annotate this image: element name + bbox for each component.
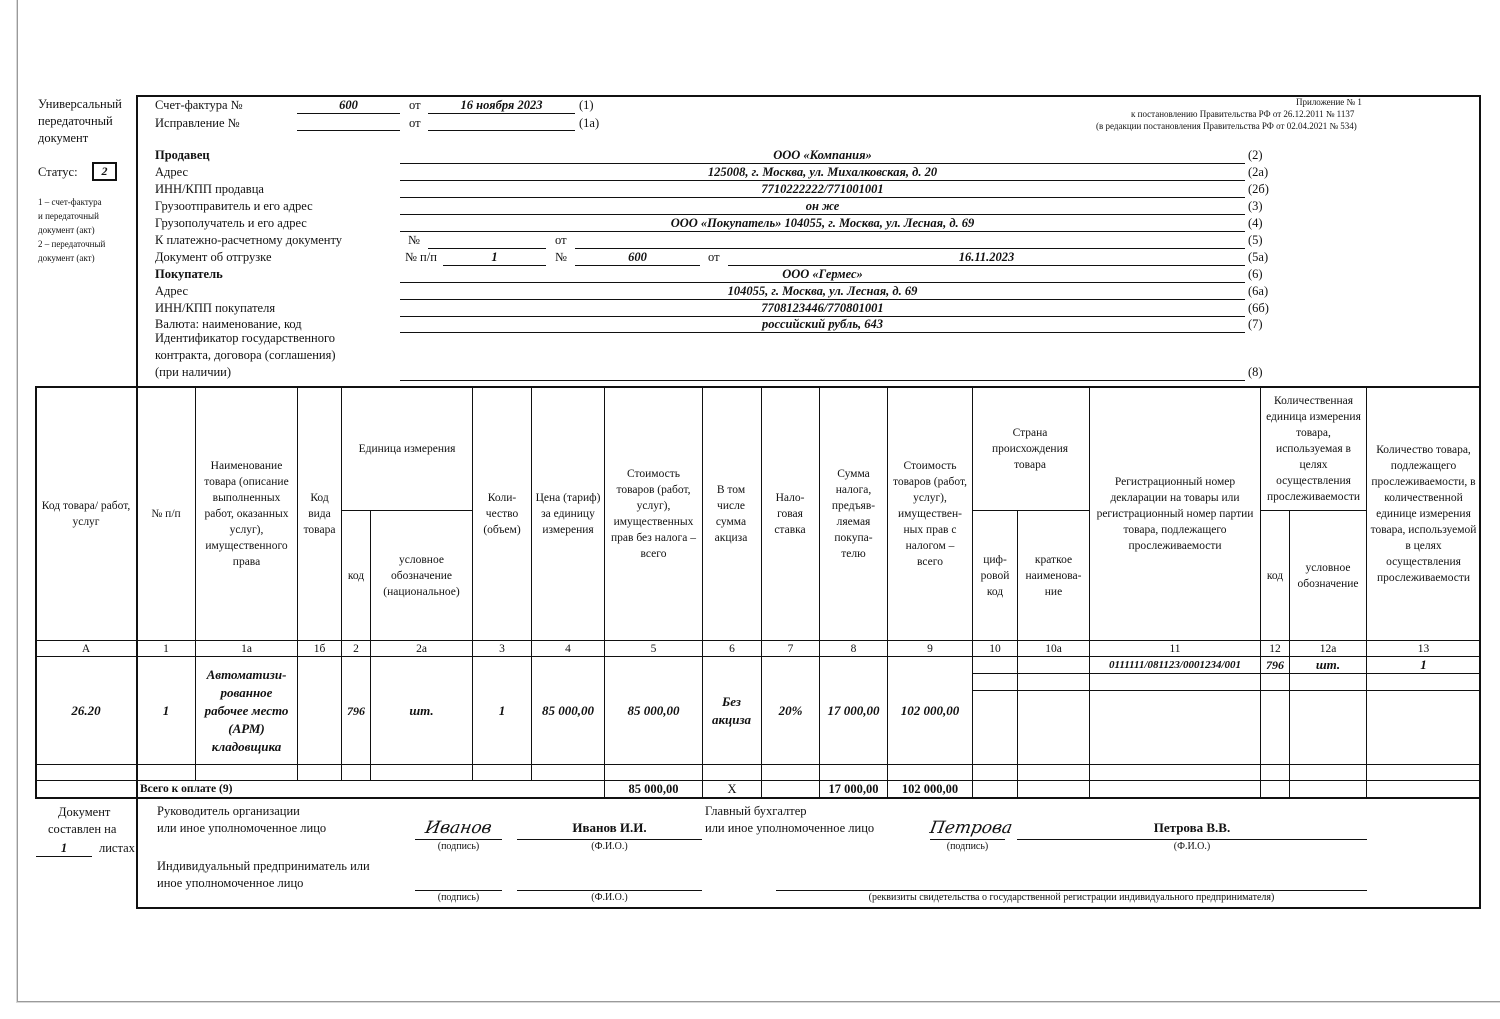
shipment-date-value: 16.11.2023	[958, 250, 1015, 264]
col-header-trace-qty: Количество товара, подлежащего прослеживаемости, в количественной единице измерения товара, используемой в целях осуществления прослеживаемости	[1370, 443, 1477, 584]
col-header-tax: Сумма налога, предъяв-ляемая покупа-телю	[831, 467, 876, 560]
totals-cost: 85 000,00	[628, 782, 679, 796]
col-header-trace-code: код	[1266, 569, 1284, 582]
correction-label: Исправление №	[155, 116, 240, 130]
col-header-unit-code: код	[347, 569, 365, 582]
doc-type-title-line1: Универсальный	[38, 97, 122, 111]
consignee-value: ООО «Покупатель» 104055, г. Москва, ул. Лесная, д. 69	[670, 216, 975, 230]
col-header-qty: Коли-чество (объем)	[483, 491, 521, 536]
cell-reg: 0111111/081123/0001234/001	[1108, 659, 1242, 671]
head-signature: Иванов	[423, 818, 494, 838]
cell-pp: 1	[162, 702, 170, 718]
shipment-no-value: 600	[628, 250, 647, 264]
buyer-inn: 7708123446/770801001	[761, 301, 884, 315]
col-header-reg: Регистрационный номер декларации на товары или регистрационный номер партии товара, подлежащего прослеживаемости	[1096, 475, 1254, 552]
invoice-ref: (1)	[579, 98, 594, 112]
status-note: и передаточный	[38, 211, 99, 221]
status-note: 2 – передаточный	[38, 239, 106, 249]
seller-address: 125008, г. Москва, ул. Михалковская, д. 20	[707, 165, 938, 179]
cell-rate: 20%	[778, 702, 803, 718]
accountant-name: Петрова В.В.	[1153, 820, 1231, 835]
cell-tax: 17 000,00	[827, 702, 880, 718]
cell-unit-code: 796	[347, 703, 365, 718]
totals-tax: 17 000,00	[828, 782, 879, 796]
appendix-line3: (в редакции постановления Правительства РФ от 02.04.2021 № 534)	[1096, 121, 1357, 131]
cell-cost: 85 000,00	[627, 702, 680, 718]
col-header-trace-unit: Количественная единица измерения товара, используемая в целях осуществления прослеживаемости	[1266, 394, 1361, 503]
cell-total: 102 000,00	[900, 702, 960, 718]
col-header-total: Стоимость товаров (работ, услуг), имуществен-ных прав с налогом – всего	[893, 459, 967, 568]
col-header-name: Наименование товара (описание выполненных работ, оказанных услуг), имущественного права	[204, 459, 289, 568]
appendix-line1: Приложение № 1	[1296, 97, 1362, 107]
totals-label: Всего к оплате (9)	[140, 783, 233, 795]
col-header-rate: Нало-говая ставка	[774, 491, 806, 536]
col-header-country-name: краткое наименова-ние	[1025, 553, 1082, 598]
appendix-line2: к постановлению Правительства РФ от 26.12.2011 № 1137	[1131, 109, 1355, 119]
buyer-address: 104055, г. Москва, ул. Лесная, д. 69	[727, 284, 918, 298]
seller-name: ООО «Компания»	[773, 148, 872, 162]
col-header-country: Страна происхождения товара	[991, 426, 1069, 471]
cell-kind	[298, 657, 341, 764]
cell-name: Автоматизи-рованное рабочее место (АРМ) кладовщика	[204, 666, 289, 754]
sheets-value: 1	[60, 841, 68, 855]
correction-ref: (1а)	[579, 116, 600, 130]
cell-trace-code: 796	[1266, 658, 1284, 672]
col-header-trace-symbol: условное обозначение	[1297, 561, 1359, 590]
seller-inn: 7710222222/771001001	[761, 182, 884, 196]
col-header-country-code: циф-ровой код	[980, 553, 1010, 598]
status-note: документ (акт)	[38, 253, 95, 263]
col-header-excise: В том числе сумма акциза	[714, 483, 748, 544]
cell-qty: 1	[498, 702, 506, 718]
buyer-name: ООО «Гермес»	[782, 267, 863, 281]
col-header-kind: Код вида товара	[303, 491, 336, 536]
invoice-date-value: 16 ноября 2023	[460, 98, 543, 112]
cell-excise: Без акциза	[711, 693, 752, 727]
cell-code: 26.20	[71, 702, 101, 718]
col-header-pp: № п/п	[151, 507, 181, 520]
head-name: Иванов И.И.	[572, 820, 647, 835]
cell-price: 85 000,00	[542, 702, 594, 718]
cell-unit-symbol: шт.	[409, 702, 434, 718]
col-header-unit: Единица измерения	[358, 442, 456, 455]
doc-type-title-line3: документ	[38, 131, 89, 145]
shipper-value: он же	[805, 199, 840, 213]
col-header-unit-symbol: условное обозначение (национальное)	[383, 553, 460, 598]
totals-excise: Х	[727, 782, 737, 796]
col-header-price: Цена (тариф) за единицу измерения	[535, 491, 601, 536]
correction-number-line	[297, 130, 400, 131]
invoice-number-value: 600	[339, 98, 358, 112]
col-header-code: Код товара/ работ, услуг	[41, 499, 131, 528]
shipment-pp-value: 1	[491, 250, 498, 264]
status-note: 1 – счет-фактура	[38, 197, 102, 207]
cell-trace-symbol: шт.	[1315, 657, 1341, 672]
status-note: документ (акт)	[38, 225, 95, 235]
accountant-signature: Петрова	[928, 818, 1014, 838]
totals-total: 102 000,00	[901, 782, 959, 796]
col-header-cost: Стоимость товаров (работ, услуг), имущественных прав без налога – всего	[611, 467, 696, 560]
sheets-label: листах	[99, 841, 135, 855]
correction-from-label: от	[409, 116, 421, 130]
status-label: Статус:	[38, 165, 78, 179]
correction-date-line	[428, 130, 575, 131]
currency-value: российский рубль, 643	[761, 317, 884, 331]
invoice-from-label: от	[409, 98, 421, 112]
doc-type-title-line2: передаточный	[38, 114, 113, 128]
status-value-box: 2	[92, 162, 117, 181]
invoice-number-label: Счет-фактура №	[155, 98, 243, 112]
cell-trace-qty: 1	[1420, 657, 1427, 672]
